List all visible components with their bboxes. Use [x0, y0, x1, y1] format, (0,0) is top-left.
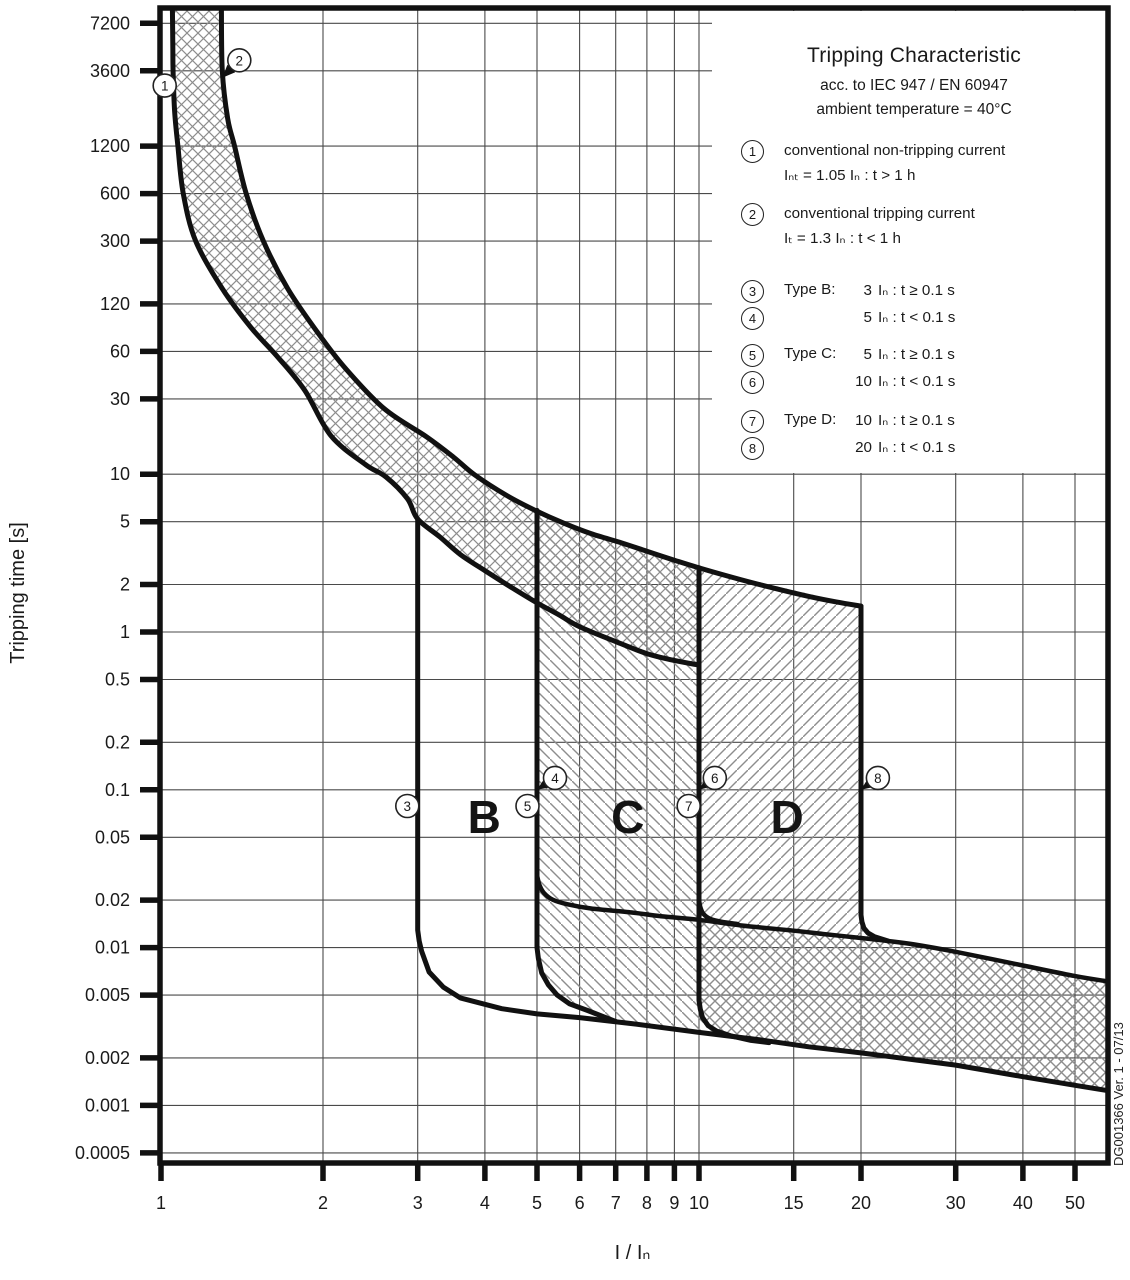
marker-number-7: 7: [684, 799, 693, 814]
legend-type-b-label: Type B:: [784, 281, 836, 298]
legend-note-1-text: conventional non-tripping current: [784, 142, 1006, 159]
legend-badge-3: 3: [741, 280, 764, 303]
legend-note-2-formula: Iₜ = 1.3 Iₙ : t < 1 h: [784, 230, 901, 247]
x-tick-label: 6: [574, 1193, 585, 1213]
legend-type-d-line2-value: 20: [855, 439, 872, 456]
y-tick-label: 0.2: [104, 732, 130, 753]
x-tick-label: 50: [1064, 1193, 1086, 1213]
x-tick-label: 9: [669, 1193, 680, 1213]
x-tick-label: 2: [317, 1193, 329, 1213]
y-tick-label: 1200: [89, 136, 130, 157]
x-tick-label: 40: [1012, 1193, 1033, 1213]
legend-type-c-line1-value: 5: [863, 346, 872, 363]
y-tick-label: 60: [109, 341, 130, 362]
x-tick-label: 7: [610, 1193, 621, 1213]
legend-badge-5: 5: [741, 344, 764, 367]
legend-note-1-formula: Iₙₜ = 1.05 Iₙ : t > 1 h: [784, 167, 916, 184]
y-tick-label: 120: [99, 293, 130, 314]
legend-type-b-line1-value: 3: [863, 282, 872, 299]
legend-badge-4: 4: [741, 307, 764, 330]
legend-type-b-line1-rest: Iₙ : t ≥ 0.1 s: [878, 282, 955, 299]
x-tick-label: 8: [641, 1193, 652, 1213]
y-tick-label: 1: [119, 622, 130, 642]
legend-type-c-line2: [846, 372, 955, 390]
zone-label-D: D: [770, 791, 804, 844]
legend-type-d-line2-rest: Iₙ : t < 0.1 s: [878, 439, 956, 456]
zone-label-C: C: [611, 791, 645, 844]
y-axis-title: Tripping time [s]: [7, 522, 29, 664]
y-tick-label: 5: [119, 511, 130, 532]
marker-number-5: 5: [523, 799, 532, 814]
legend-badge-2: 2: [741, 203, 764, 226]
marker-number-4: 4: [551, 770, 559, 786]
y-tick-label: 0.0005: [74, 1142, 130, 1163]
legend-type-b-line2-rest: Iₙ : t < 0.1 s: [878, 309, 956, 326]
legend-type-d-label: Type D:: [784, 411, 837, 428]
legend-type-d-line1-value: 10: [855, 412, 872, 429]
legend-title: Tripping Characteristic: [807, 44, 1021, 67]
marker-number-1: 1: [160, 78, 169, 94]
legend-note-2-text: conventional tripping current: [784, 205, 975, 222]
y-tick-label: 0.01: [94, 937, 130, 958]
x-tick-label: 5: [531, 1193, 543, 1213]
legend-badge-7: 7: [741, 410, 764, 433]
x-axis-title: I / Iₙ: [614, 1242, 651, 1264]
legend-badge-8: 8: [741, 437, 764, 460]
legend-badge-6: 6: [741, 371, 764, 394]
x-tick-label: 30: [945, 1193, 966, 1213]
x-tick-label: 3: [412, 1193, 423, 1213]
legend-type-c-line2-value: 10: [855, 373, 872, 390]
y-tick-label: 300: [99, 231, 130, 252]
x-tick-label: 20: [850, 1193, 872, 1213]
y-tick-label: 7200: [89, 13, 130, 34]
marker-number-3: 3: [403, 799, 412, 814]
marker-number-2: 2: [235, 53, 244, 69]
y-tick-label: 600: [99, 183, 130, 204]
y-tick-label: 0.1: [104, 779, 130, 800]
y-tick-label: 0.005: [84, 985, 130, 1006]
marker-number-8: 8: [874, 770, 882, 786]
legend-type-d-line1-rest: Iₙ : t ≥ 0.1 s: [878, 412, 955, 429]
legend-type-c-line1-rest: Iₙ : t ≥ 0.1 s: [878, 346, 955, 363]
x-tick-label: 1: [155, 1193, 167, 1213]
document-id-watermark: DG001366 Ver. 1 - 07/13: [1111, 1022, 1126, 1166]
y-tick-label: 0.5: [104, 669, 130, 690]
legend-type-c-label: Type C:: [784, 345, 837, 362]
y-tick-label: 2: [119, 574, 130, 595]
legend-type-b-line2-value: 5: [863, 309, 872, 326]
y-tick-label: 0.001: [84, 1095, 130, 1116]
legend: [718, 40, 1110, 474]
zone-label-B: B: [467, 791, 501, 844]
y-tick-label: 3600: [89, 60, 130, 81]
legend-standard: acc. to IEC 947 / EN 60947: [820, 77, 1008, 94]
legend-type-c-line2-rest: Iₙ : t < 0.1 s: [878, 373, 956, 390]
y-tick-label: 0.02: [94, 890, 130, 911]
marker-number-6: 6: [711, 770, 719, 786]
x-tick-label: 15: [783, 1193, 804, 1213]
legend-type-d-line1: [846, 411, 955, 429]
y-tick-label: 0.002: [84, 1047, 130, 1068]
x-tick-label: 4: [479, 1193, 490, 1213]
y-tick-label: 10: [109, 464, 130, 485]
y-tick-label: 0.05: [94, 827, 130, 848]
legend-ambient-temperature: ambient temperature = 40°C: [816, 101, 1012, 118]
legend-type-b-line2: [846, 308, 955, 326]
legend-type-d-line2: [846, 438, 955, 456]
y-tick-label: 30: [109, 388, 130, 409]
x-tick-label: 10: [688, 1193, 710, 1213]
legend-type-b-line1: [846, 281, 955, 299]
legend-badge-1: 1: [741, 140, 764, 163]
legend-type-c-line1: [846, 345, 955, 363]
